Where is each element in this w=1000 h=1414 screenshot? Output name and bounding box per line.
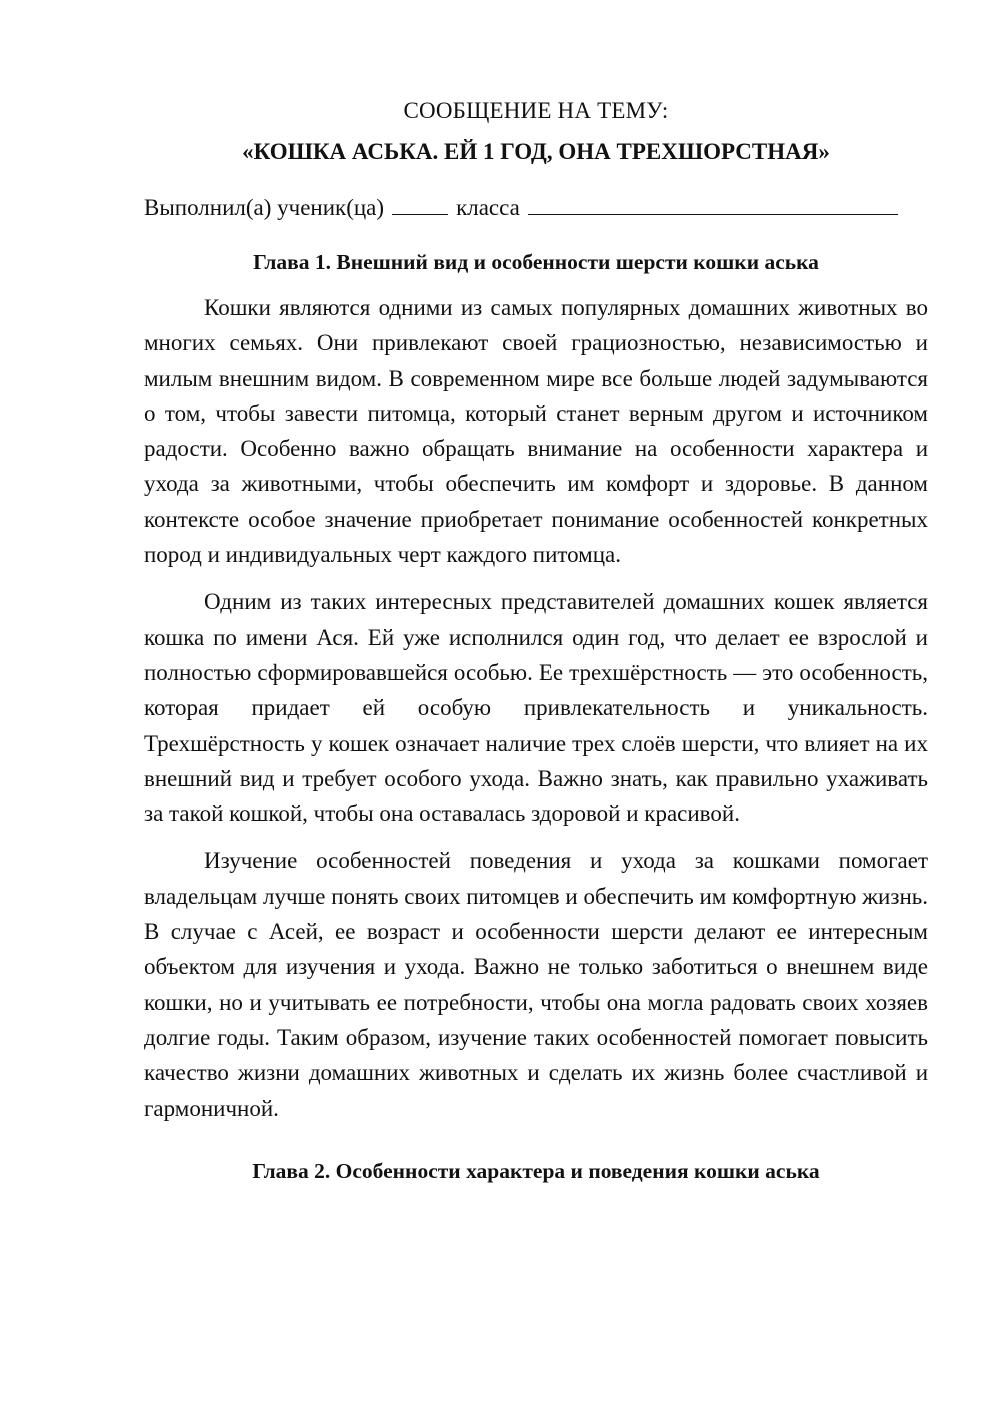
author-line (144, 191, 928, 225)
chapter-2-title: Глава 2. Особенности характера и поведения кошки аська (252, 1158, 820, 1183)
author-label: Выполнил(а) ученик(ца) (144, 195, 385, 220)
class-label: класса (456, 195, 520, 220)
paragraph-3: Изучение особенностей поведения и ухода за кошками помогает владельцам лучше понять своих питомцев и обеспечить им комфортную жизнь. В случае с Асей, ее возраст и особенности шерсти делают ее интересным объектом для изучения и ухода. Важно не только заботиться о внешнем виде кошки, но и учитывать ее потребности, чтобы она могла радовать своих хозяев долгие годы. Таким образом, изучение таких особенностей помогает повысить качество жизни домашних животных и сделать их жизнь более счастливой и гармоничной. (144, 848, 928, 1121)
document-title: «КОШКА АСЬКА. ЕЙ 1 ГОД, ОНА ТРЕХШОРСТНАЯ» (242, 139, 830, 164)
paragraph-2: Одним из таких интересных представителей домашних кошек является кошка по имени Ася. Ей уже исполнился один год, что делает ее взрослой и полностью сформировавшейся особью. Ее трехшёрстность — это особенность, которая придает ей особую привлекательность и уникальность. Трехшёрстность у кошек означает наличие трех слоёв шерсти, что влияет на их внешний вид и требует особого ухода. Важно знать, как правильно ухаживать за такой кошкой, чтобы она оставалась здоровой и красивой. (144, 589, 928, 827)
class-number-blank (392, 194, 448, 215)
document-heading-label: СООБЩЕНИЕ НА ТЕМУ: (403, 98, 669, 123)
document-page (144, 90, 928, 1188)
paragraph-1: Кошки являются одними из самых популярных домашних животных во многих семьях. Они привлекают своей грациозностью, независимостью и милым внешним видом. В современном мире все больше людей задумываются о том, чтобы завести питомца, который станет верным другом и источником радости. Особенно важно обращать внимание на особенности характера и ухода за животными, чтобы обеспечить им комфорт и здоровье. В данном контексте особое значение приобретает понимание особенностей конкретных пород и индивидуальных черт каждого питомца. (144, 295, 928, 568)
chapter-1-title: Глава 1. Внешний вид и особенности шерсти кошки аська (253, 250, 819, 274)
author-name-blank (528, 194, 898, 215)
